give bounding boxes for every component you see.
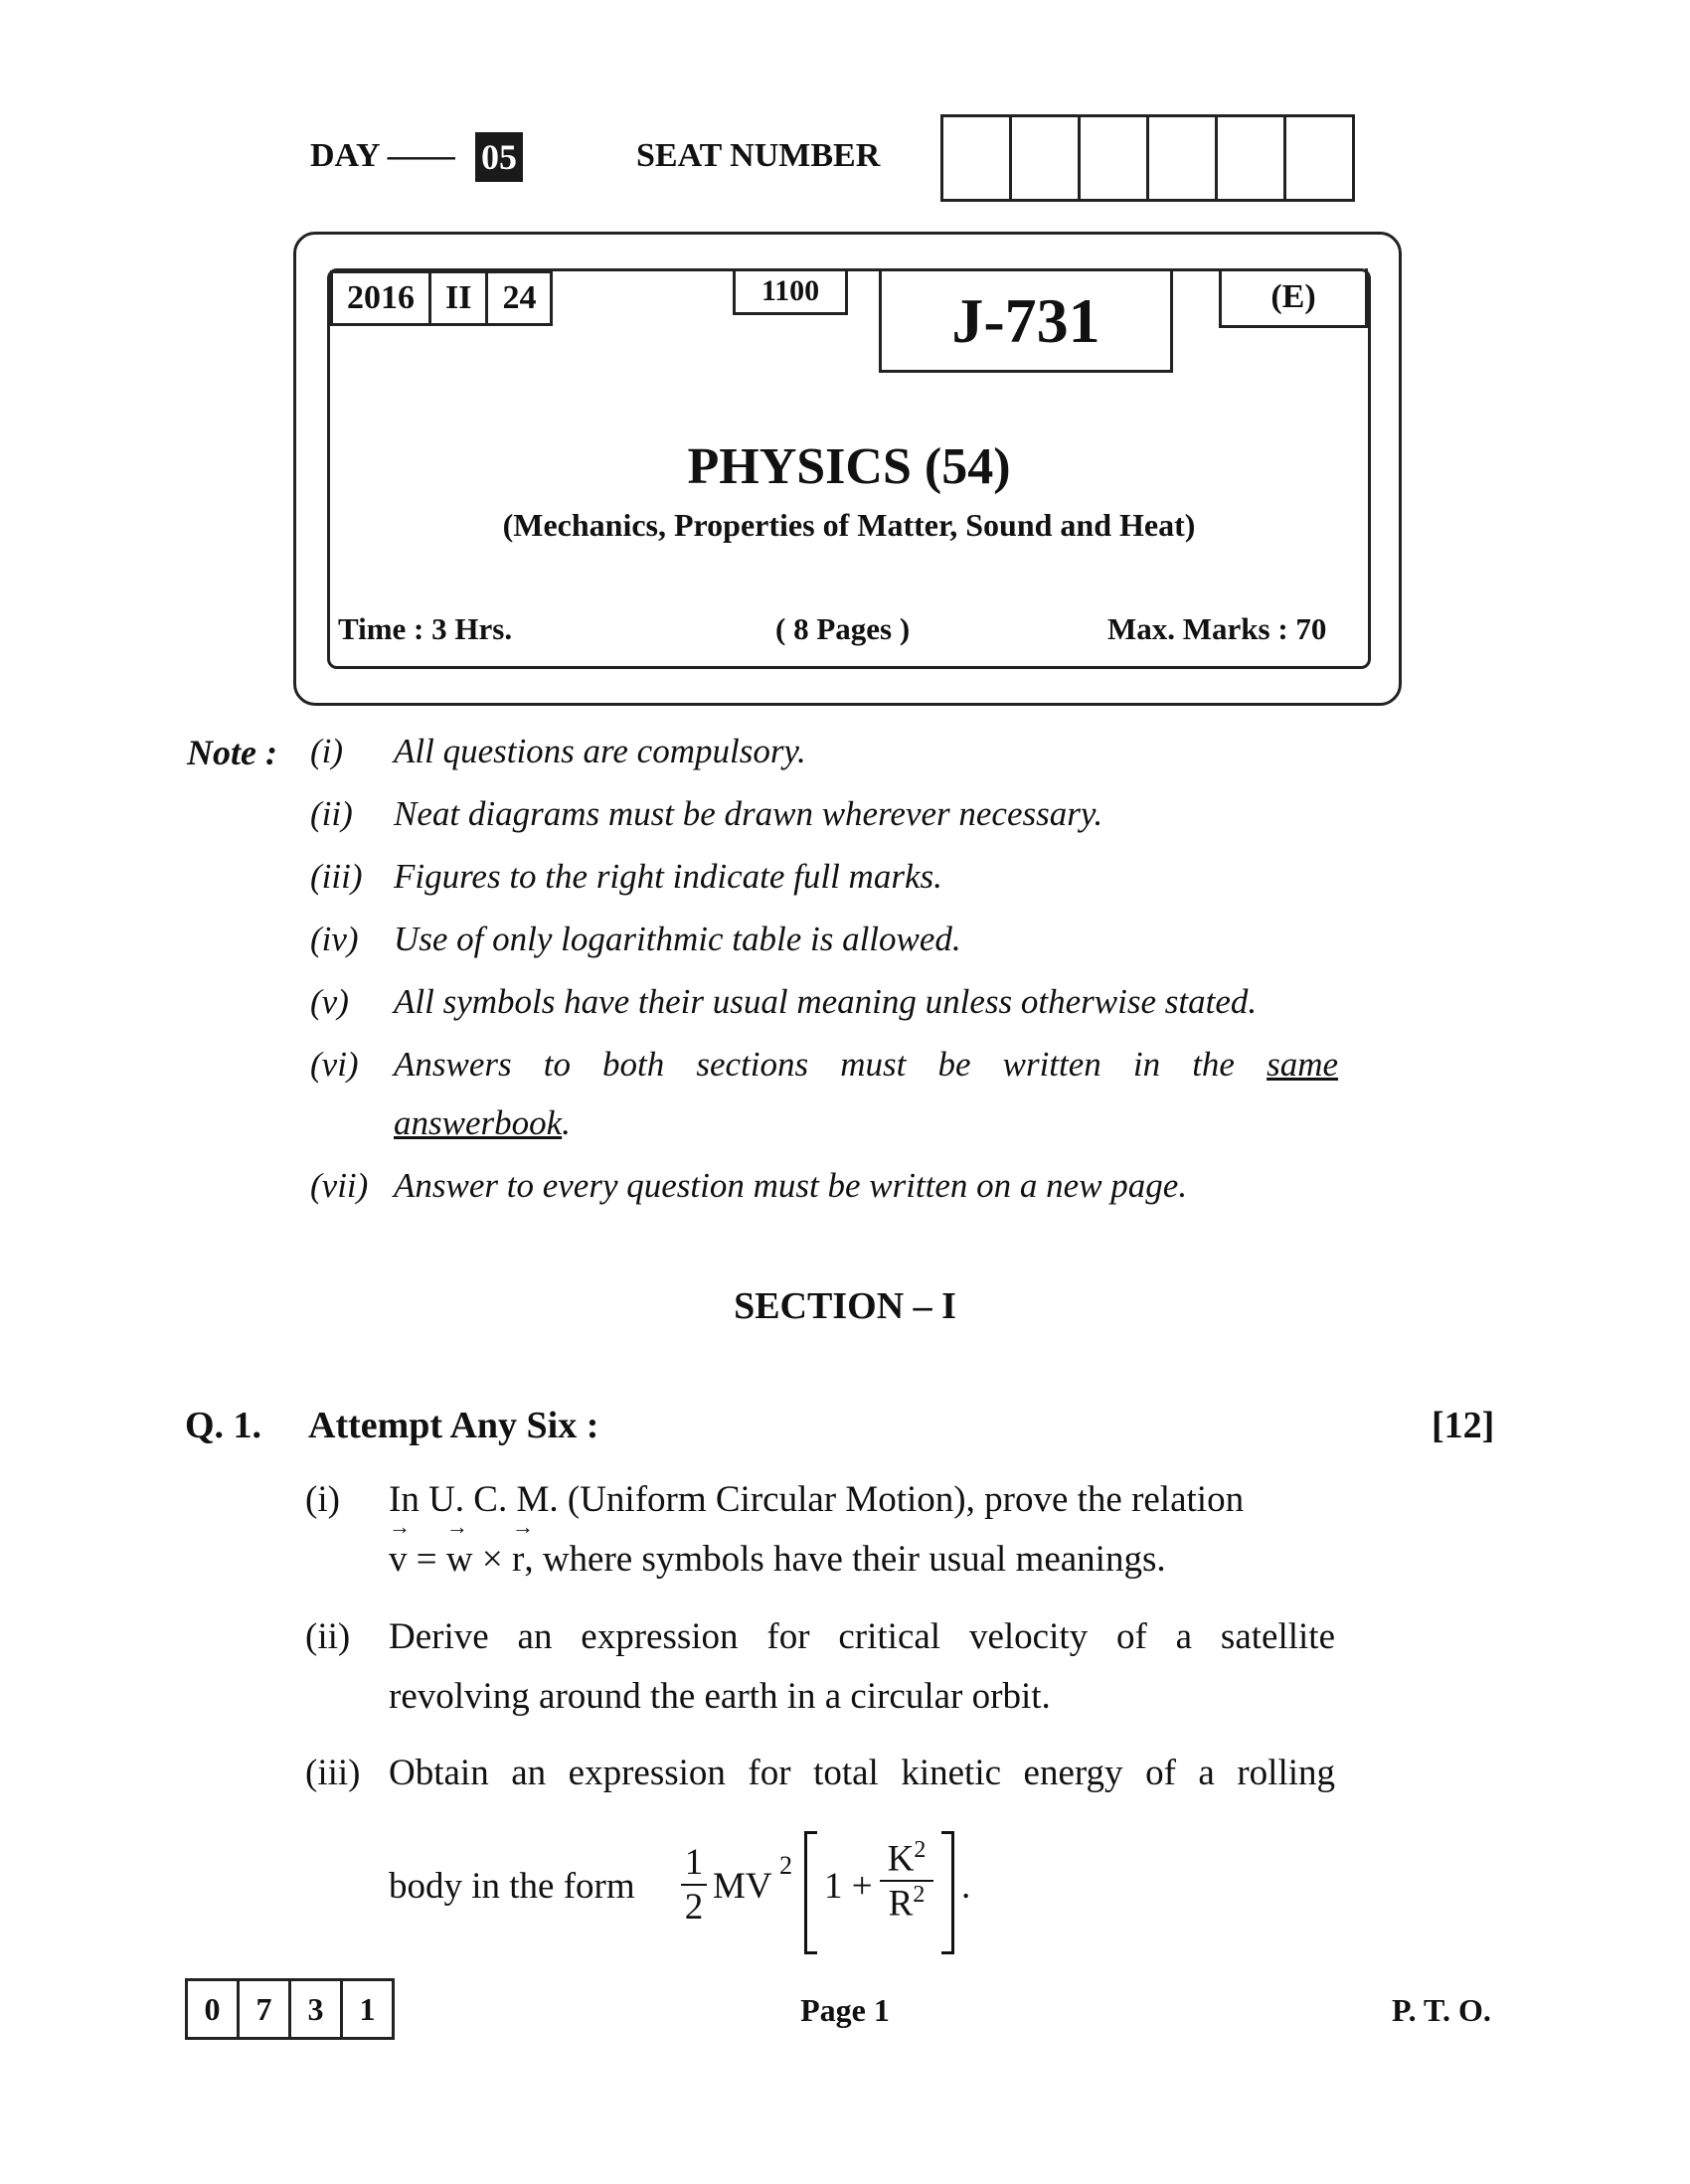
seat-number-boxes bbox=[940, 114, 1355, 202]
note-underlined-text: same bbox=[1267, 1045, 1339, 1084]
seat-cell[interactable] bbox=[1149, 117, 1218, 199]
seat-cell[interactable] bbox=[1012, 117, 1081, 199]
formula-lead-text: body in the form bbox=[389, 1866, 635, 1907]
superscript: 2 bbox=[779, 1851, 792, 1880]
one-plus: 1 + bbox=[824, 1866, 873, 1907]
question-instruction: Attempt Any Six : bbox=[308, 1405, 599, 1446]
note-text: All questions are compulsory. bbox=[394, 732, 806, 770]
note-number: (i) bbox=[310, 732, 344, 770]
note-text-part: Answers to both sections must be written in the bbox=[394, 1045, 1235, 1084]
language-code: (E) bbox=[1219, 268, 1368, 328]
subquestion-number: (i) bbox=[305, 1479, 340, 1520]
question-number: Q. 1. bbox=[185, 1405, 262, 1446]
formula-end: . bbox=[961, 1866, 971, 1907]
note-text: Answer to every question must be written on a new page. bbox=[394, 1166, 1188, 1205]
superscript: 2 bbox=[913, 1882, 926, 1909]
page-number: Page 1 bbox=[800, 1992, 890, 2028]
note-text: Figures to the right indicate full marks. bbox=[394, 857, 942, 896]
day-number: 05 bbox=[475, 132, 523, 182]
fraction-denominator bbox=[880, 1880, 933, 1925]
note-number: (iv) bbox=[310, 920, 359, 958]
day-label: DAY —— bbox=[310, 137, 455, 174]
note-number: (ii) bbox=[310, 794, 353, 833]
seat-cell[interactable] bbox=[1218, 117, 1286, 199]
note-underlined-text: answerbook bbox=[394, 1103, 563, 1142]
note-text: Use of only logarithmic table is allowed. bbox=[394, 920, 961, 958]
r-symbol: R bbox=[888, 1883, 914, 1925]
note-number: (v) bbox=[310, 982, 349, 1021]
serial-digit: 1 bbox=[359, 1991, 376, 2027]
note-text-part: . bbox=[562, 1103, 571, 1142]
kinetic-energy-formula bbox=[389, 1829, 1085, 1948]
batch-number: 1100 bbox=[733, 270, 848, 315]
exam-date: 24 bbox=[502, 279, 537, 316]
subject-title: PHYSICS (54) bbox=[687, 438, 1011, 495]
note-number: (vi) bbox=[310, 1045, 359, 1084]
subquestion-text: In U. C. M. (Uniform Circular Motion), prove the relation bbox=[389, 1479, 1245, 1520]
seat-cell[interactable] bbox=[943, 117, 1012, 199]
fraction-denominator: 2 bbox=[681, 1884, 707, 1929]
note-text-line bbox=[394, 1045, 1338, 1085]
serial-digit: 3 bbox=[291, 1981, 343, 2037]
note-text-justified bbox=[394, 1045, 1338, 1085]
section-title: SECTION – I bbox=[734, 1285, 956, 1327]
seat-cell[interactable] bbox=[1286, 117, 1352, 199]
page-count: ( 8 Pages ) bbox=[775, 611, 911, 646]
seat-number-label: SEAT NUMBER bbox=[636, 137, 881, 174]
seat-cell[interactable] bbox=[1081, 117, 1149, 199]
subquestion-text-part: Obtain an expression for total kinetic energy of a rolling bbox=[389, 1753, 1335, 1793]
subquestion-text-line2: revolving around the earth in a circular orbit. bbox=[389, 1676, 1051, 1717]
note-number: (iii) bbox=[310, 857, 363, 896]
max-marks: Max. Marks : 70 bbox=[1107, 611, 1327, 646]
subquestion-text bbox=[389, 1615, 1335, 1658]
fraction-k-over-r bbox=[880, 1837, 933, 1926]
serial-digit: 7 bbox=[240, 1981, 291, 2037]
subquestion-text-part: where symbols have their usual meanings. bbox=[542, 1539, 1166, 1580]
mass-velocity: MV bbox=[713, 1866, 772, 1907]
left-bracket bbox=[804, 1831, 817, 1954]
subquestion-text bbox=[389, 1752, 1335, 1794]
exam-term: II bbox=[431, 273, 488, 323]
k-symbol: K bbox=[887, 1838, 915, 1880]
vector-equation: → v = → w × → r, bbox=[389, 1539, 543, 1580]
paper-code: J-731 bbox=[879, 268, 1173, 373]
subquestion-number: (iii) bbox=[305, 1753, 361, 1793]
note-text: All symbols have their usual meaning unless otherwise stated. bbox=[394, 982, 1258, 1021]
subquestion-number: (ii) bbox=[305, 1616, 351, 1657]
subquestion-text-line2 bbox=[389, 1538, 1166, 1581]
question-marks: [12] bbox=[1432, 1405, 1495, 1446]
exam-code-boxes bbox=[330, 270, 553, 326]
right-bracket bbox=[941, 1831, 954, 1954]
serial-digit: 0 bbox=[188, 1981, 240, 2037]
note-label: Note : bbox=[187, 733, 277, 772]
fraction-numerator: 1 bbox=[684, 1842, 704, 1883]
superscript: 2 bbox=[914, 1837, 927, 1863]
please-turn-over: P. T. O. bbox=[1392, 1992, 1491, 2028]
note-number: (vii) bbox=[310, 1166, 369, 1205]
fraction-numerator bbox=[880, 1837, 933, 1880]
subject-subtitle: (Mechanics, Properties of Matter, Sound and Heat) bbox=[502, 507, 1196, 543]
exam-year: 2016 bbox=[333, 273, 431, 323]
time-limit: Time : 3 Hrs. bbox=[338, 611, 513, 646]
note-text: Neat diagrams must be drawn wherever necessary. bbox=[394, 794, 1103, 833]
subquestion-text-part: Derive an expression for critical velocity of a satellite bbox=[389, 1616, 1335, 1657]
note-text-line bbox=[394, 1103, 571, 1143]
fraction-half bbox=[681, 1841, 707, 1929]
